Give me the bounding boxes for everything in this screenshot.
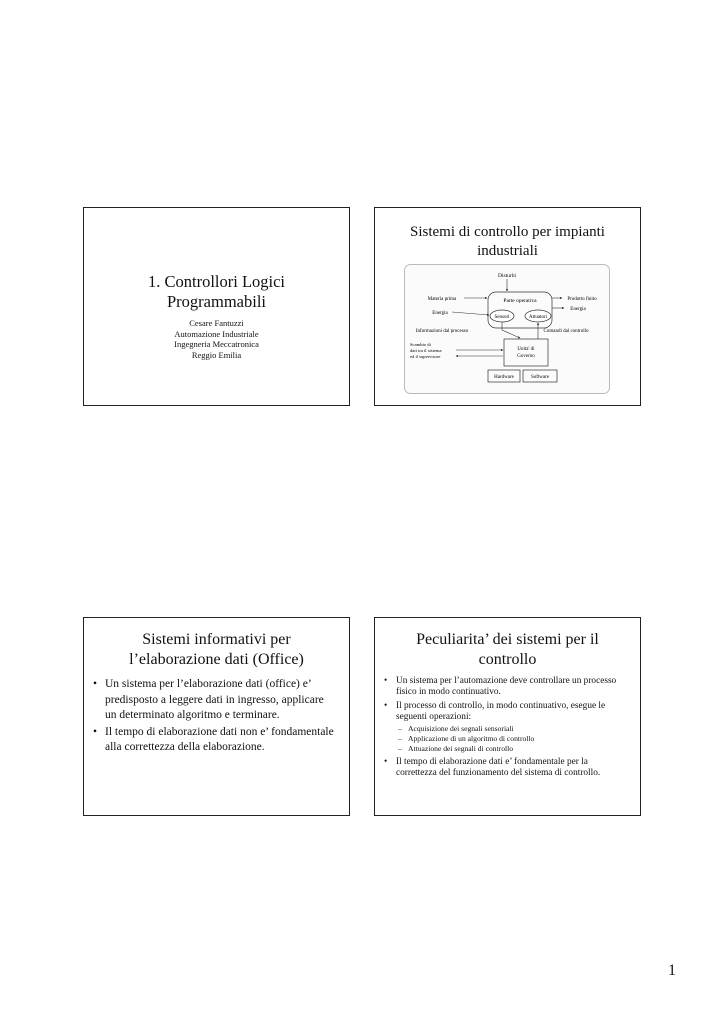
slide-3-title-line2: l’elaborazione dati (Office) (129, 651, 304, 668)
slide-1-title-line2: Programmabili (167, 292, 266, 311)
slide-3-bullets (92, 677, 335, 757)
bullet-text: Il tempo di elaborazione dati e’ fondamentale per la correttezza del funzionamento del sistema di controllo. (396, 757, 601, 778)
sub-list (396, 724, 626, 754)
list-item (383, 676, 626, 698)
bullet-text: Il processo di controllo, in modo continuativo, esegue le seguenti operazioni: (396, 701, 606, 722)
slide-2 (374, 207, 641, 406)
list-item (383, 757, 626, 779)
sensori-label: Sensori (494, 315, 510, 320)
comandi-controllo-label: Comandi dal controllo (543, 329, 589, 334)
control-system-diagram (404, 264, 610, 394)
sub-list-item: – Acquisizione dei segnali sensoriali (396, 724, 626, 734)
unita-line2: Governo (517, 354, 535, 359)
slide-1-title (84, 272, 349, 312)
materia-prima-label: Materia prima (427, 297, 457, 302)
attuatori-label: Attuatori (528, 315, 548, 320)
course-name: Automazione Industriale (174, 328, 259, 339)
scambio-line3: ed il supervisore (410, 354, 441, 359)
list-item: • Un sistema per l’elaborazione dati (office) e’ predisposto a leggere dati in ingresso, applicare un determinato algoritmo e terminare. (92, 677, 335, 724)
info-processo-label: Informazioni dal processo (415, 329, 469, 334)
slide-2-title-line1: Sistemi di controllo per impianti (410, 224, 605, 240)
parte-operativa-label: Parte operativa (503, 298, 537, 304)
sub-list-item: – Attuazione dei segnali di controllo (396, 744, 626, 754)
slide-1-title-line1: 1. Controllori Logici (147, 272, 286, 291)
slide-3 (83, 617, 350, 816)
page-number: 1 (668, 962, 676, 979)
list-item (383, 701, 626, 754)
scambio-line2: dati tra il sistema (410, 348, 442, 353)
slide-3-title-line1: Sistemi informativi per (142, 631, 291, 648)
list-item: • Il tempo di elaborazione dati non e’ fondamentale alla correttezza della elaborazione. (92, 725, 335, 756)
energia-out-label: Energia (570, 307, 586, 312)
hardware-label: Hardware (494, 375, 514, 380)
sub-list-item: – Applicazione di un algoritmo di controllo (396, 734, 626, 744)
slide-4-title (381, 630, 634, 670)
slide-4 (374, 617, 641, 816)
slide-4-title-line1: Peculiarita’ dei sistemi per il (416, 631, 599, 648)
slide-3-title (90, 630, 343, 670)
slide-4-title-line2: controllo (478, 651, 537, 668)
energia-in-label: Energia (432, 311, 448, 316)
scambio-line1: Scambio di (410, 342, 431, 347)
degree-name: Ingegneria Meccatronica (174, 339, 259, 349)
software-label: Software (530, 375, 550, 380)
author-name: Cesare Fantuzzi (189, 318, 244, 328)
unita-line1: Unita' di (517, 347, 535, 352)
slide-1-subtitle (84, 318, 349, 360)
bullet-text: Un sistema per l’automazione deve controllare un processo fisico in modo continuativo. (396, 676, 617, 697)
slide-2-title-line2: industriali (477, 243, 538, 259)
slide-1 (83, 207, 350, 406)
slide-2-title (381, 223, 634, 261)
slide-4-bullets (383, 676, 626, 782)
location: Reggio Emilia (191, 349, 242, 360)
prodotto-finito-label: Prodotto finito (567, 297, 597, 302)
disturbi-label: Disturbi (497, 273, 517, 279)
